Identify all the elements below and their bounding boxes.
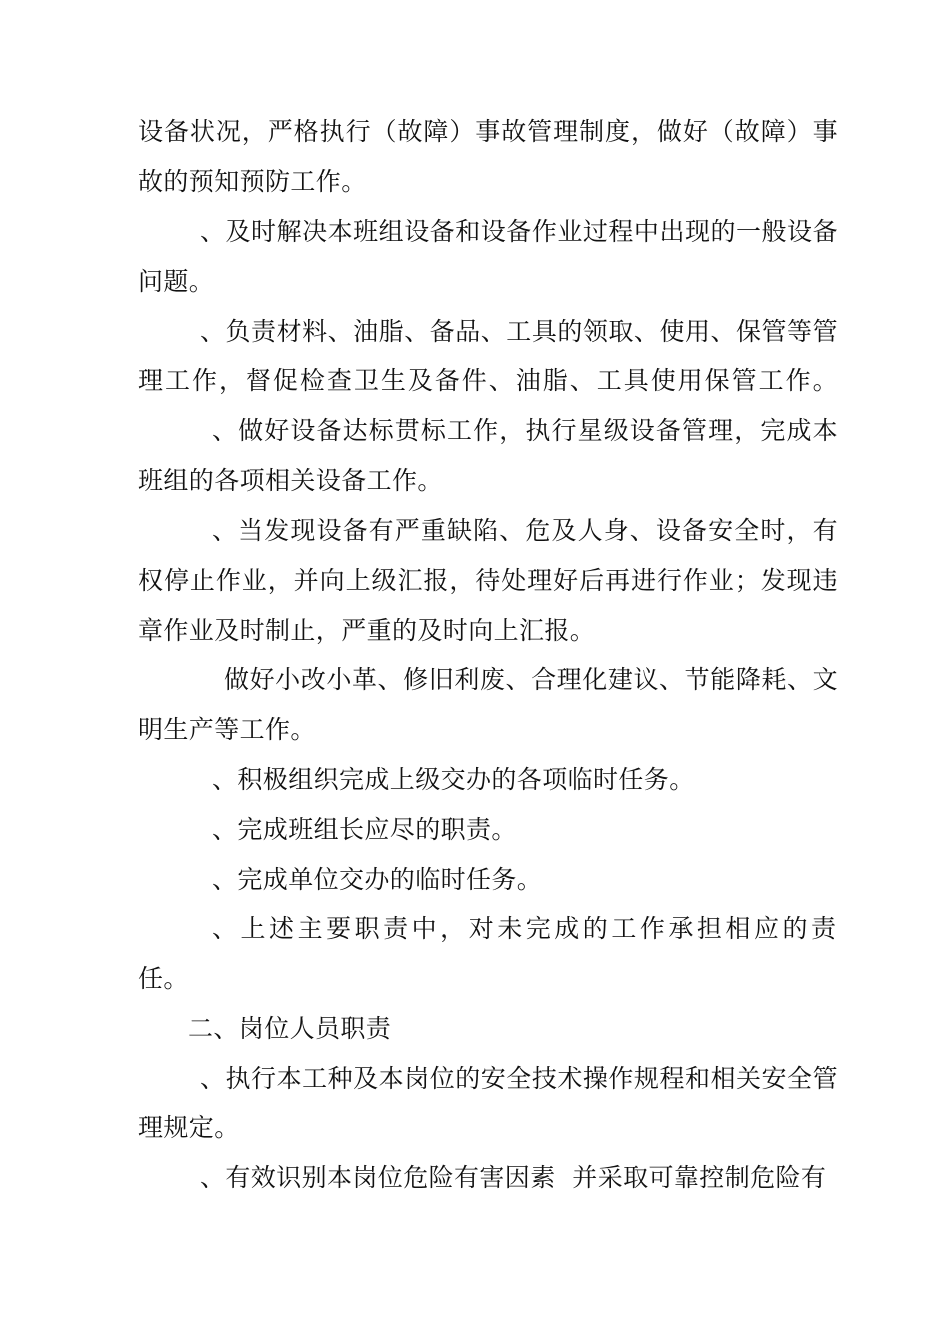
text-line: 班组的各项相关设备工作。 (138, 466, 443, 495)
text-line: 、完成单位交办的临时任务。 (212, 865, 543, 894)
text-line: 、当发现设备有严重缺陷、危及人身、设备安全时，有 (212, 516, 838, 545)
text-line: 明生产等工作。 (138, 715, 316, 744)
text-line: 任。 (138, 964, 189, 993)
text-line: 权停止作业，并向上级汇报，待处理好后再进行作业；发现违 (138, 566, 838, 595)
text-line: 、上述主要职责中，对未完成的工作承担相应的责 (212, 914, 838, 943)
text-line: 理工作，督促检查卫生及备件、油脂、工具使用保管工作。 (138, 366, 838, 395)
text-line: 做好小改小革、修旧利废、合理化建议、节能降耗、文 (224, 665, 838, 694)
section-heading: 二、岗位人员职责 (188, 1014, 392, 1043)
text-line: 、完成班组长应尽的职责。 (212, 815, 517, 844)
text-line: 、有效识别本岗位危险有害因素 并采取可靠控制危险有 (200, 1163, 827, 1192)
text-line: 、积极组织完成上级交办的各项临时任务。 (212, 765, 695, 794)
text-line: 理规定。 (138, 1113, 240, 1142)
text-line: 设备状况，严格执行（故障）事故管理制度，做好（故障）事 (138, 117, 838, 146)
text-line: 故的预知预防工作。 (138, 167, 367, 196)
text-line: 、做好设备达标贯标工作，执行星级设备管理，完成本 (212, 416, 838, 445)
text-line: 、执行本工种及本岗位的安全技术操作规程和相关安全管 (200, 1064, 838, 1093)
text-line: 、及时解决本班组设备和设备作业过程中出现的一般设备 (200, 217, 838, 246)
text-line: 章作业及时制止，严重的及时向上汇报。 (138, 616, 596, 645)
text-line: 问题。 (138, 267, 215, 296)
text-line: 、负责材料、油脂、备品、工具的领取、使用、保管等管 (200, 317, 838, 346)
